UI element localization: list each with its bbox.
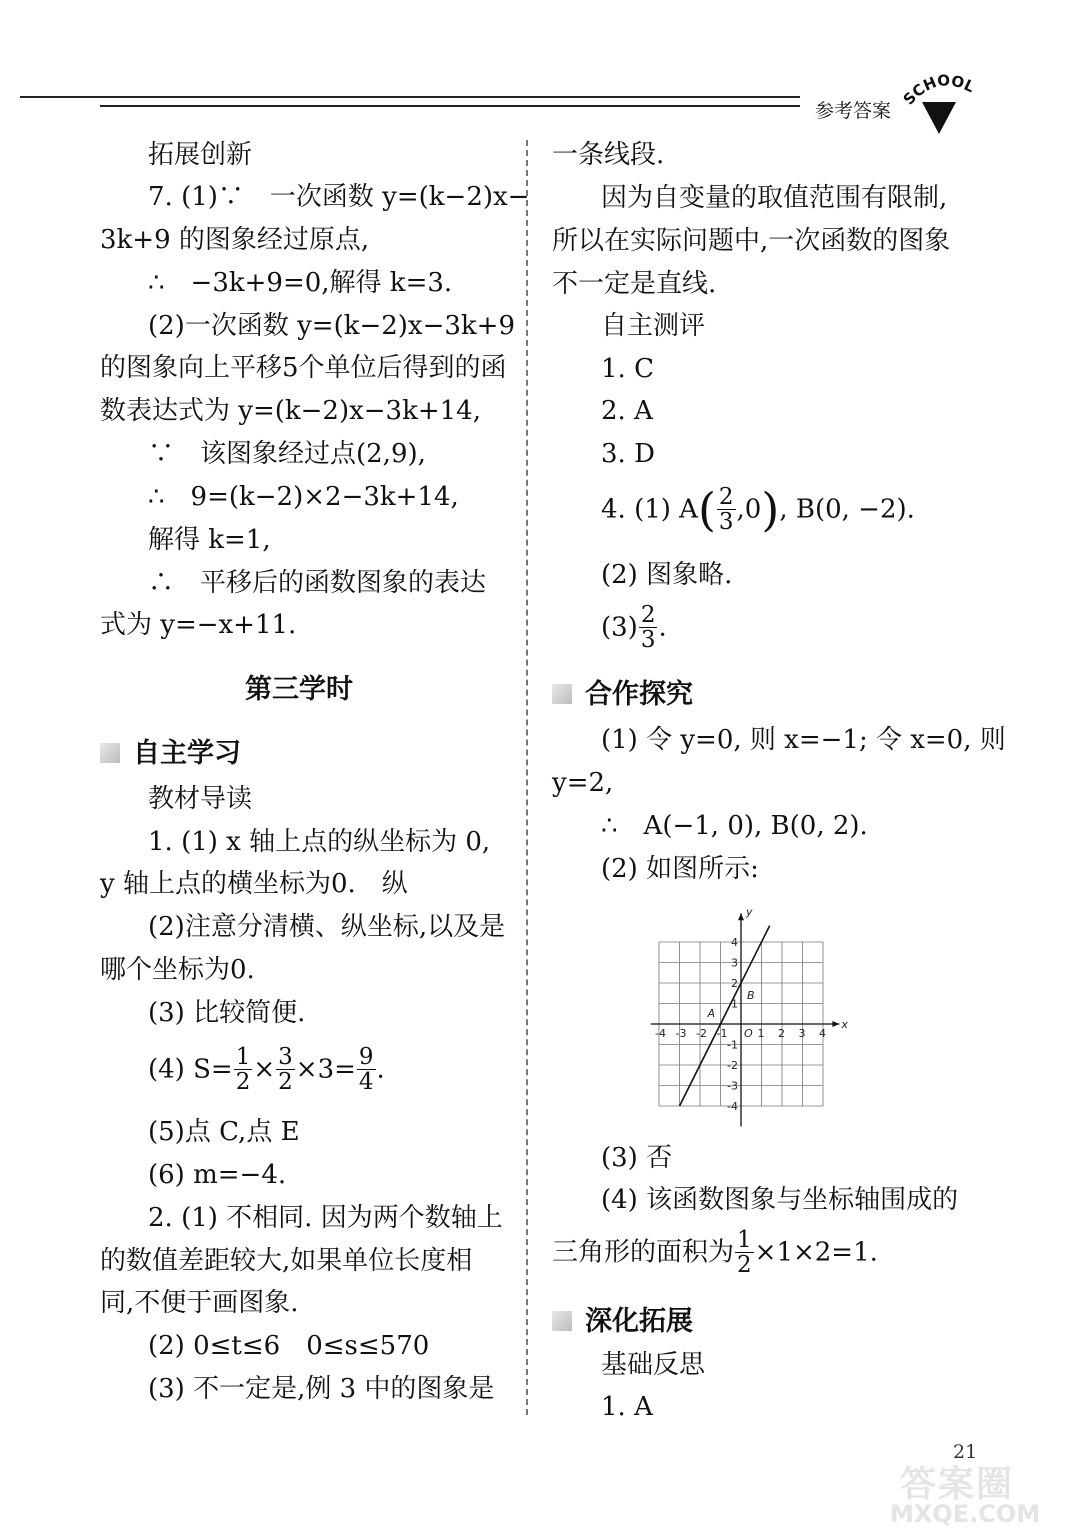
- origin-label: O: [744, 1027, 753, 1040]
- left-line-22: 2. (1) 不相同. 因为两个数轴上: [148, 1203, 503, 1233]
- right-line-7: 2. A: [601, 396, 653, 426]
- x-tick-label: -4: [655, 1027, 666, 1040]
- x-tick-label: -3: [675, 1027, 687, 1040]
- r18-prefix: 三角形的面积为: [552, 1237, 735, 1268]
- left-line-9: ∴ 9=(k−2)×2−3k+14,: [148, 482, 459, 512]
- right-line-18: [552, 1228, 878, 1277]
- y-tick-label: 1: [731, 997, 738, 1011]
- section-heading-zizhu: 自主学习: [133, 738, 241, 769]
- header-label: 参考答案: [815, 100, 892, 122]
- right-line-11: [601, 603, 667, 652]
- page-number: 21: [953, 1441, 978, 1463]
- left-line-4: ∴ −3k+9=0,解得 k=3.: [148, 268, 453, 298]
- fraction-3-2: $\frac{3}{2}$: [278, 1044, 293, 1096]
- section-title: 第三学时: [245, 674, 353, 705]
- left-line-17: 哪个坐标为0.: [100, 955, 255, 985]
- point-a-label: A: [707, 1007, 716, 1020]
- right-line-13: y=2,: [552, 768, 614, 798]
- fraction-1-2-b: $\frac{1}{2}$: [737, 1227, 752, 1279]
- header-rule-top: [20, 96, 800, 98]
- left-line-20: (5)点 C,点 E: [148, 1117, 300, 1147]
- school-logo-icon: [900, 72, 978, 138]
- l19-mid: ×3=: [295, 1054, 356, 1085]
- left-line-19: [148, 1045, 385, 1094]
- right-line-12: (1) 令 y=0, 则 x=−1; 令 x=0, 则: [601, 725, 1006, 755]
- header-rule-bottom: [100, 105, 800, 107]
- left-line-14: 1. (1) x 轴上点的纵坐标为 0,: [148, 827, 491, 857]
- section-heading-shenhua: 深化拓展: [585, 1306, 693, 1337]
- fraction-9-4: $\frac{9}{4}$: [358, 1044, 374, 1096]
- left-line-25: (2) 0≤t≤6 0≤s≤570: [148, 1331, 430, 1361]
- left-line-15: y 轴上点的横坐标为0. 纵: [100, 869, 408, 899]
- right-paren: ): [761, 482, 780, 537]
- x-tick-label: 3: [798, 1027, 806, 1040]
- y-tick-label: -2: [727, 1059, 738, 1072]
- right-line-14: ∴ A(−1, 0), B(0, 2).: [601, 811, 868, 841]
- r11-prefix: (3): [601, 612, 638, 643]
- y-tick-label: 4: [731, 936, 738, 949]
- left-line-12: 式为 y=−x+11.: [100, 610, 297, 640]
- right-line-2: 因为自变量的取值范围有限制,: [601, 183, 948, 213]
- right-line-6: 1. C: [601, 354, 654, 384]
- r18-end: ×1×2=1.: [754, 1237, 878, 1268]
- left-line-6: 的图象向上平移5个单位后得到的函: [100, 353, 507, 383]
- right-line-9: [601, 482, 915, 537]
- left-line-2: 7. (1)∵ 一次函数 y=(k−2)x−: [148, 182, 530, 212]
- watermark-bottom: MXQE.COM: [890, 1500, 1041, 1528]
- left-line-3: 3k+9 的图象经过原点,: [100, 225, 370, 255]
- fraction-1-2: $\frac{1}{2}$: [235, 1044, 251, 1096]
- y-axis-arrow-icon: [738, 913, 744, 920]
- section-marker-icon: [552, 684, 572, 704]
- coordinate-graph: [645, 898, 860, 1130]
- right-line-3: 所以在实际问题中,一次函数的图象: [552, 226, 951, 256]
- x-tick-label: -2: [696, 1027, 707, 1040]
- left-line-23: 的数值差距较大,如果单位长度相: [100, 1246, 473, 1276]
- section-marker-icon: [100, 743, 120, 763]
- graph-axes: [651, 913, 840, 1126]
- logo-text: SCHOOL: [900, 72, 978, 109]
- l19-end: .: [376, 1054, 385, 1085]
- point-b-label: B: [747, 989, 755, 1002]
- r9-end: , B(0, −2).: [779, 494, 915, 525]
- right-line-5: 自主测评: [601, 311, 706, 341]
- right-line-20: 1. A: [601, 1392, 653, 1422]
- y-axis-label: y: [746, 905, 753, 919]
- l19-prefix: (4) S=: [148, 1054, 233, 1085]
- left-line-5: (2)一次函数 y=(k−2)x−3k+9: [148, 311, 516, 341]
- left-line-26: (3) 不一定是,例 3 中的图象是: [148, 1374, 495, 1404]
- left-paren: (: [697, 482, 716, 537]
- x-axis-arrow-icon: [832, 1021, 839, 1027]
- x-tick-label: 1: [757, 1027, 765, 1040]
- r9-after: ,0: [736, 494, 762, 525]
- y-tick-label: 2: [731, 977, 738, 990]
- x-tick-label: -1: [716, 1027, 728, 1040]
- section-heading-hezuo: 合作探究: [585, 679, 693, 710]
- right-line-17: (4) 该函数图象与坐标轴围成的: [601, 1185, 959, 1215]
- left-line-8: ∵ 该图象经过点(2,9),: [148, 439, 426, 469]
- x-axis-label: x: [841, 1018, 848, 1031]
- right-line-15: (2) 如图所示:: [601, 854, 759, 884]
- left-line-7: 数表达式为 y=(k−2)x−3k+14,: [100, 396, 481, 426]
- watermark-top: 答案圈: [900, 1464, 1015, 1505]
- y-tick-label: -4: [727, 1100, 738, 1113]
- left-line-18: (3) 比较简便.: [148, 998, 306, 1028]
- y-tick-label: -3: [727, 1079, 738, 1093]
- left-line-1: 拓展创新: [148, 140, 253, 170]
- y-tick-label: -1: [727, 1038, 738, 1052]
- left-line-11: ∴ 平移后的函数图象的表达: [148, 568, 487, 598]
- left-line-21: (6) m=−4.: [148, 1160, 287, 1190]
- y-tick-label: 3: [731, 956, 738, 970]
- right-line-16: (3) 否: [601, 1143, 673, 1173]
- left-line-10: 解得 k=1,: [148, 525, 271, 555]
- fraction-2-3-b: $\frac{2}{3}$: [640, 602, 656, 654]
- right-line-1: 一条线段.: [552, 140, 665, 170]
- x-tick-label: 2: [778, 1027, 785, 1040]
- right-line-10: (2) 图象略.: [601, 560, 733, 590]
- left-line-16: (2)注意分清横、纵坐标,以及是: [148, 912, 506, 942]
- fraction-2-3-a: $\frac{2}{3}$: [718, 484, 734, 536]
- left-line-13: 教材导读: [148, 784, 253, 814]
- l19-times: ×: [253, 1054, 276, 1085]
- right-line-8: 3. D: [601, 439, 655, 469]
- function-line: [680, 926, 770, 1106]
- x-tick-label: 4: [819, 1027, 826, 1040]
- r9-prefix: 4. (1) A: [601, 494, 698, 525]
- column-divider: [526, 140, 528, 1415]
- section-marker-icon: [552, 1311, 572, 1331]
- r11-end: .: [658, 612, 667, 643]
- right-line-19: 基础反思: [601, 1350, 706, 1380]
- right-line-4: 不一定是直线.: [552, 269, 717, 299]
- left-line-24: 同,不便于画图象.: [100, 1288, 299, 1318]
